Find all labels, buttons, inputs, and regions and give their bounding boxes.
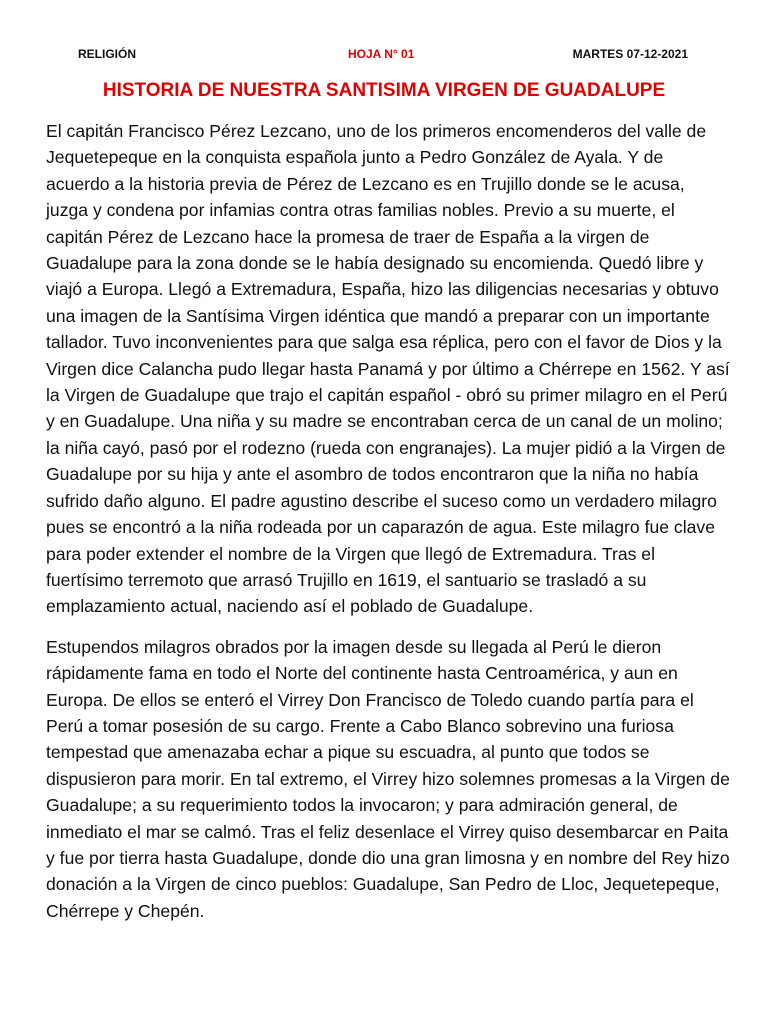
- paragraph-1: El capitán Francisco Pérez Lezcano, uno de los primeros encomenderos del valle de Jequetepeque en la conquista española junto a Pedro González de Ayala. Y de acuerdo a la historia previa de Pérez de Lezcano es en Trujillo donde se le acusa, juzga y condena por infamias contra otras familias nobles. Previo a su muerte, el capitán Pérez de Lezcano hace la promesa de traer de España a la virgen de Guadalupe para la zona donde se le había designado su encomienda. Quedó libre y viajó a Europa. Llegó a Extremadura, España, hizo las diligencias necesarias y obtuvo una imagen de la Santísima Virgen idéntica que mandó a preparar con un importante tallador. Tuvo inconvenientes para que salga esa réplica, pero con el favor de Dios y la Virgen dice Calancha pudo llegar hasta Panamá y por último a Chérrepe en 1562. Y así la Virgen de Guadalupe que trajo el capitán español - obró su primer milagro en el Perú y en Guadalupe. Una niña y su madre se encontraban cerca de un canal de un molino; la niña cayó, pasó por el rodezno (rueda con engranajes). La mujer pidió a la Virgen de Guadalupe por su hija y ante el asombro de todos encontraron que la niña no había sufrido daño alguno. El padre agustino describe el suceso como un verdadero milagro pues se encontró a la niña rodeada por un caparazón de agua. Este milagro fue clave para poder extender el nombre de la Virgen que llegó de Extremadura. Tras el fuertísimo terremoto que arrasó Trujillo en 1619, el santuario se trasladó a su emplazamiento actual, naciendo así el poblado de Guadalupe.: [46, 121, 730, 617]
- paragraph-2: Estupendos milagros obrados por la imagen desde su llegada al Perú le dieron rápidamente fama en todo el Norte del continente hasta Centroamérica, y aun en Europa. De ellos se enteró el Virrey Don Francisco de Toledo cuando partía para el Perú a tomar posesión de su cargo. Frente a Cabo Blanco sobrevino una furiosa tempestad que amenazaba echar a pique su escuadra, al punto que todos se dispusieron para morir. En tal extremo, el Virrey hizo solemnes promesas a la Virgen de Guadalupe; a su requerimiento todos la invocaron; y para admiración general, de inmediato el mar se calmó. Tras el feliz desenlace el Virrey quiso desembarcar en Paita y fue por tierra hasta Guadalupe, donde dio una gran limosna y en nombre del Rey hizo donación a la Virgen de cinco pueblos: Guadalupe, San Pedro de Lloc, Jequetepeque, Chérrepe y Chepén.: [46, 636, 730, 921]
- document-body: [46, 118, 730, 938]
- sheet-number: HOJA N° 01: [348, 47, 415, 61]
- document-title: HISTORIA DE NUESTRA SANTISIMA VIRGEN DE GUADALUPE: [102, 80, 666, 101]
- date-label: MARTES 07-12-2021: [572, 47, 688, 61]
- subject-label: RELIGIÓN: [78, 47, 137, 61]
- page-header: [78, 47, 688, 67]
